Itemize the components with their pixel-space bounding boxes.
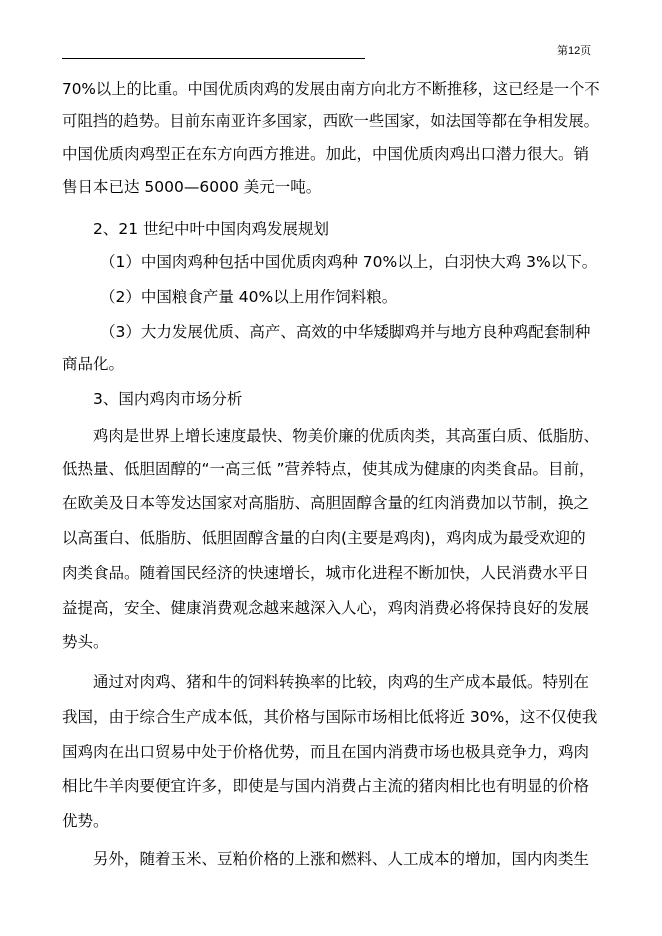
page-number-value: 12 <box>568 45 581 57</box>
list-item: （2）中国粮食产量 40%以上用作饲料粮。 <box>100 288 398 306</box>
text-line: 另外，随着玉米、豆粕价格的上涨和燃料、人工成本的增加，国内肉类生 <box>93 850 590 868</box>
text-line: 以高蛋白、低脂肪、低胆固醇含量的白肉(主要是鸡肉)，鸡肉成为最受欢迎的 <box>62 529 586 547</box>
text-line: 在欧美及日本等发达国家对高脂肪、高胆固醇含量的红肉消费加以节制，换之 <box>62 494 590 512</box>
section-heading: 2、21 世纪中叶中国肉鸡发展规划 <box>93 220 330 238</box>
page-number-prefix: 第 <box>557 44 568 57</box>
text-line: 势头。 <box>62 633 109 651</box>
text-line: 商品化。 <box>62 355 125 373</box>
text-line: 可阻挡的趋势。目前东南亚许多国家，西欧一些国家，如法国等都在争相发展。 <box>62 112 600 130</box>
text-line: 售日本已达 5000—6000 美元一吨。 <box>62 178 322 196</box>
page-number <box>557 44 591 58</box>
page-number-suffix: 页 <box>580 44 592 57</box>
text-line: 肉类食品。随着国民经济的快速增长，城市化进程不断加快，人民消费水平日 <box>62 564 590 582</box>
header-rule <box>62 58 365 59</box>
text-line: 鸡肉是世界上增长速度最快、物美价廉的优质肉类，其高蛋白质、低脂肪、 <box>93 427 599 445</box>
section-heading: 3、国内鸡肉市场分析 <box>93 390 243 408</box>
list-item: （3）大力发展优质、高产、高效的中华矮脚鸡并与地方良种鸡配套制种 <box>100 323 591 341</box>
text-line: 益提高，安全、健康消费观念越来越深入人心，鸡肉消费必将保持良好的发展 <box>62 599 590 617</box>
list-item: （1）中国肉鸡种包括中国优质肉鸡种 70%以上，白羽快大鸡 3%以下。 <box>100 253 598 271</box>
text-line: 70%以上的比重。中国优质肉鸡的发展由南方向北方不断推移，这已经是一个不 <box>62 80 600 98</box>
text-line: 通过对肉鸡、猪和牛的饲料转换率的比较，肉鸡的生产成本最低。特别在 <box>93 673 590 691</box>
text-line: 国鸡肉在出口贸易中处于价格优势，而且在国内消费市场也极具竞争力，鸡肉 <box>62 743 590 761</box>
text-line: 我国，由于综合生产成本低，其价格与国际市场相比低将近 30%，这不仅使我 <box>62 708 598 726</box>
text-line: 低热量、低胆固醇的“一高三低 ”营养特点，使其成为健康的肉类食品。目前， <box>62 460 595 478</box>
text-line: 中国优质肉鸡型正在东方向西方推进。加此，中国优质肉鸡出口潜力很大。销 <box>62 145 590 163</box>
text-line: 优势。 <box>62 812 109 830</box>
text-line: 相比牛羊肉要便宜许多，即使是与国内消费占主流的猪肉相比也有明显的价格 <box>62 777 590 795</box>
